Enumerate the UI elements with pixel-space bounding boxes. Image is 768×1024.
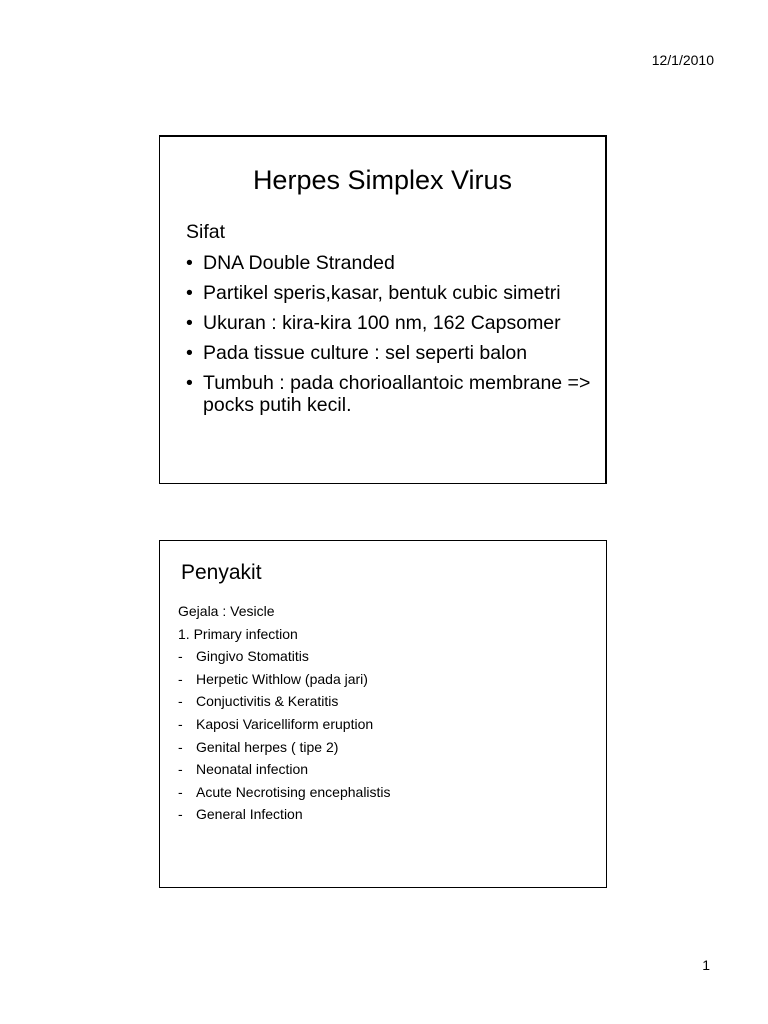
- list-item-text: Genital herpes ( tipe 2): [196, 738, 339, 755]
- list-item-text: General Infection: [196, 806, 303, 823]
- list-item-text: Gingivo Stomatitis: [196, 648, 309, 665]
- list-item-text: Neonatal infection: [196, 761, 309, 778]
- list-item: [186, 342, 596, 364]
- bullet-icon: •: [186, 342, 193, 364]
- slide-1-content: [186, 221, 596, 424]
- list-item-text: Acute Necrotising encephalistis: [196, 783, 391, 800]
- slide-penyakit: [159, 540, 607, 888]
- disease-list: [178, 645, 391, 826]
- page-date: 12/1/2010: [651, 52, 714, 68]
- slide-herpes-simplex-virus: [159, 135, 607, 484]
- list-item: [178, 736, 391, 759]
- page-number: 1: [702, 957, 710, 973]
- properties-list: [186, 252, 596, 416]
- dash-icon: -: [178, 738, 183, 755]
- list-item: [178, 758, 391, 781]
- dash-icon: -: [178, 648, 183, 665]
- properties-subheading: Sifat: [186, 221, 226, 243]
- list-item: [186, 372, 596, 416]
- list-item-text: Ukuran : kira-kira 100 nm, 162 Capsomer: [203, 312, 561, 334]
- list-item: [186, 282, 596, 304]
- dash-icon: -: [178, 693, 183, 710]
- bullet-icon: •: [186, 252, 193, 274]
- list-item: [186, 312, 596, 334]
- list-item-text: Pada tissue culture : sel seperti balon: [203, 342, 528, 364]
- list-item: [178, 645, 391, 668]
- list-item-text: Partikel speris,kasar, bentuk cubic simetri: [203, 282, 561, 304]
- dash-icon: -: [178, 783, 183, 800]
- list-item-text: Conjuctivitis & Keratitis: [196, 693, 339, 710]
- list-item-text: Tumbuh : pada chorioallantoic membrane => pocks putih kecil.: [203, 372, 591, 416]
- dash-icon: -: [178, 761, 183, 778]
- list-item: [178, 803, 391, 826]
- symptom-line: Gejala : Vesicle: [178, 603, 275, 619]
- list-item-text: Kaposi Varicelliform eruption: [196, 715, 374, 732]
- bullet-icon: •: [186, 372, 193, 394]
- list-item: [178, 668, 391, 691]
- list-item: [178, 713, 391, 736]
- slide-heading: Penyakit: [181, 561, 262, 584]
- list-item: [178, 690, 391, 713]
- dash-icon: -: [178, 715, 183, 732]
- slide-2-content: [178, 600, 391, 826]
- section-line: 1. Primary infection: [178, 625, 298, 642]
- bullet-icon: •: [186, 312, 193, 334]
- bullet-icon: •: [186, 282, 193, 304]
- list-item-text: Herpetic Withlow (pada jari): [196, 670, 368, 687]
- slide-title: Herpes Simplex Virus: [252, 165, 513, 195]
- dash-icon: -: [178, 670, 183, 687]
- list-item: [178, 781, 391, 804]
- list-item-text: DNA Double Stranded: [203, 252, 395, 274]
- dash-icon: -: [178, 806, 183, 823]
- list-item: [186, 252, 596, 274]
